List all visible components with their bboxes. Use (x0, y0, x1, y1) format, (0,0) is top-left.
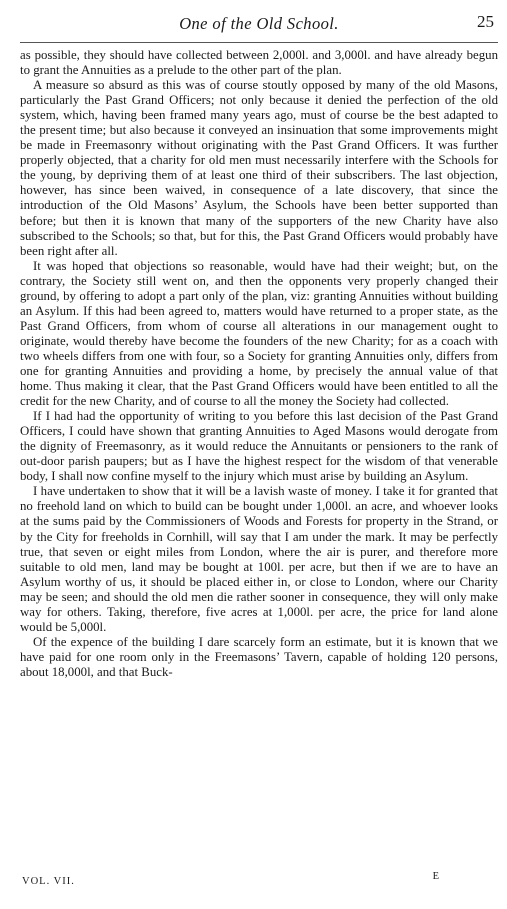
paragraph: Of the expence of the building I dare scarcely form an estimate, but it is known that we have paid for one room only in the Freemasons’ Tavern, capable of holding 120 persons, about 18,000l, and that Buck- (20, 634, 498, 679)
paragraph: I have undertaken to show that it will be a lavish waste of money. I take it for granted that no freehold land on which to build can be bought under 1,000l. an acre, and whoever looks at the sums paid by the Commissioners of Woods and Forests for property in the Strand, or by the City for freeholds in Cornhill, will say that I am under the mark. It may be perfectly true, that seven or eight miles from London, where the air is purer, and therefore more suitable to old men, land may be bought at 100l. per acre, but then if we are to have an Asylum worthy of us, it should be placed either in, or close to London, where our Charity may be seen; and should the old men die rather sooner in consequence, they will only make way for others. Taking, therefore, five acres at 1,000l. per acre, the price for land alone would be 5,000l. (20, 484, 498, 634)
signature-mark: E (432, 871, 440, 882)
paragraph: A measure so absurd as this was of course stoutly opposed by many of the old Masons, particularly the Past Grand Officers; not only because it denied the perfection of the old system, which, having been framed many years ago, must of course be the best adapted to the present time; but also because it conveyed an insinuation that some improvements might be made in Freemasonry without originating with the Past Grand Officers. It was further properly objected, that a charity for old men must necessarily interfere with the Schools for the young, by depriving them of at least one third of their subscribers. The last objection, however, has since been waived, in consequence of a late discovery, that since the introduction of the Old Masons’ Asylum, the Schools have been better supported than before; but then it is known that many of the supporters of the new Charity have also subscribed to the Schools; so that, but for this, the Past Grand Officers would probably have been right after all. (20, 78, 498, 258)
volume-label: VOL. VII. (22, 876, 75, 887)
page-number: 25 (477, 12, 494, 31)
paragraph: It was hoped that objections so reasonable, would have had their weight; but, on the contrary, the Society still went on, and then the opponents very properly changed their ground, by offering to adopt a part only of the plan, viz: granting Annuities without building an Asylum. If this had been agreed to, matters would have returned to a proper state, as the Past Grand Officers, from whom of course all alterations in our management ought to originate, would thereby have become the founders of the new Charity; for as a coach with two wheels differs from one with four, so a Society for granting Annuities only, differs from one for granting Annuities and providing a home, by precisely the annual value of that home. Thus making it clear, that the Past Grand Officers would have been entitled to all the credit for the new Charity, and of course to all the money the Society had collected. (20, 258, 498, 409)
running-head (20, 12, 498, 43)
paragraph: If I had had the opportunity of writing to you before this last decision of the Past Grand Officers, I could have shown that granting Annuities to Aged Masons would derogate from the dignity of Freemasonry, as it would reduce the Annuitants or pensioners to the rank of out-door parish paupers; but as I have the highest respect for the wisdom of that venerable body, I shall now confine myself to the injury which must arise by building an Asylum. (20, 409, 498, 484)
paragraph-continuation: as possible, they should have collected between 2,000l. and 3,000l. and have already begun to grant the Annuities as a prelude to the other part of the plan. (20, 48, 498, 78)
body-text (20, 48, 498, 680)
book-page (20, 12, 498, 680)
running-title: One of the Old School. (179, 14, 339, 33)
page-footer (22, 873, 492, 893)
